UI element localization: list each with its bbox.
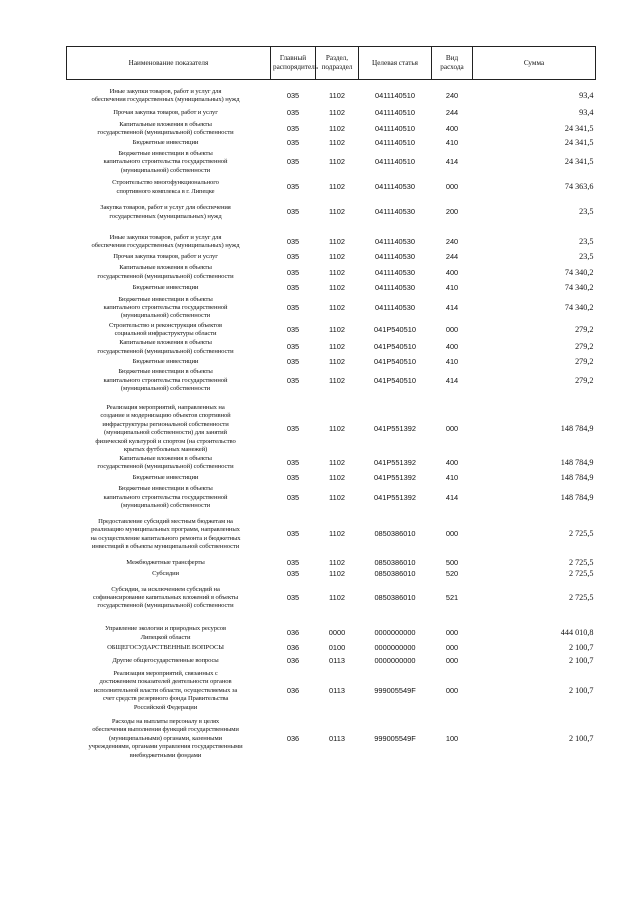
budget-table-sheet: [66, 46, 595, 764]
header-section: Раздел, подраздел: [316, 47, 359, 80]
row-sum: 2 725,5: [568, 557, 594, 567]
table-row: [67, 121, 596, 138]
row-manager: 035: [286, 423, 300, 433]
table-row: [67, 368, 596, 394]
table-row: [67, 654, 596, 668]
row-section: 1102: [329, 592, 345, 602]
row-sum: 24 341,5: [564, 138, 594, 148]
row-name: Реализация мероприятий, направленных на создание и модернизацию объектов спортивной инфраструктуры региональной собственности (муниципальной собственности) для занятий физической культурой и спортом (на строительство крытых футбольных манежей): [95, 404, 236, 454]
header-target: Целевая статья: [359, 47, 432, 80]
row-section: 1102: [329, 375, 345, 385]
row-section: 1102: [329, 356, 345, 366]
table-row: [67, 714, 596, 764]
table-row: [67, 567, 596, 581]
row-name: Бюджетные инвестиции в объекты капитального строительства государственной (муниципальной) собственности: [103, 368, 228, 393]
row-section: 0000: [328, 628, 346, 638]
row-section: 1102: [329, 123, 345, 133]
row-type: 414: [445, 157, 459, 167]
row-manager: 035: [286, 107, 300, 117]
table-row: [67, 80, 596, 105]
row-target: 0411140530: [374, 207, 415, 217]
row-target: 041P551392: [374, 457, 416, 467]
row-name: Реализация мероприятий, связанных с достижением показателей деятельности органов исполнительной власти области, осуществляемых за счет средств резервного фонда Правительства Российской Федерации: [93, 669, 238, 711]
row-name: Другие общегосударственные вопросы: [112, 656, 219, 664]
table-row: [67, 553, 596, 568]
row-type: 521: [445, 592, 459, 602]
row-target: 0000000000: [374, 642, 416, 652]
row-manager: 035: [286, 302, 300, 312]
row-type: 000: [445, 628, 459, 638]
row-sum: 74 340,2: [564, 282, 594, 292]
row-section: 1102: [329, 207, 345, 217]
row-type: 400: [445, 267, 459, 277]
row-sum: 279,2: [575, 342, 594, 352]
row-sum: 74 340,2: [564, 267, 594, 277]
row-section: 1102: [329, 157, 345, 167]
table-row: [67, 176, 596, 200]
row-target: 041P540510: [374, 342, 416, 352]
row-name: Капитальные вложения в объекты государственной (муниципальной) собственности: [97, 339, 234, 355]
row-section: 1102: [329, 529, 345, 539]
row-type: 500: [445, 557, 459, 567]
row-sum: 148 784,9: [560, 423, 594, 433]
row-sum: 74 340,2: [564, 302, 594, 312]
row-manager: 036: [286, 628, 300, 638]
row-manager: 035: [286, 182, 300, 192]
row-target: 0411140510: [374, 157, 415, 167]
row-type: 410: [445, 282, 459, 292]
row-sum: 279,2: [575, 375, 594, 385]
row-target: 0850386010: [374, 592, 416, 602]
table-row: [67, 394, 596, 454]
row-name: Расходы на выплаты персоналу в целях обеспечения выполнения функций государственными (муниципальными) органами, казенными учреждениями, органами управления государственными внебюджетными фондами: [88, 717, 243, 759]
table-row: [67, 150, 596, 176]
row-section: 1102: [329, 282, 345, 292]
row-section: 1102: [329, 182, 345, 192]
row-name: Бюджетные инвестиции: [132, 139, 199, 147]
row-manager: 035: [286, 473, 300, 483]
row-section: 0100: [328, 642, 346, 652]
table-row: [67, 200, 596, 226]
row-sum: 2 725,5: [568, 568, 594, 578]
row-section: 1102: [329, 457, 345, 467]
row-type: 000: [445, 685, 459, 695]
row-name: Бюджетные инвестиции в объекты капитального строительства государственной (муниципальной) собственности: [103, 295, 228, 320]
row-manager: 036: [286, 655, 300, 665]
row-sum: 148 784,9: [560, 457, 594, 467]
row-type: 000: [445, 529, 459, 539]
row-target: 0850386010: [374, 568, 416, 578]
row-name: Капитальные вложения в объекты государственной (муниципальной) собственности: [97, 120, 234, 137]
row-section: 1102: [329, 91, 345, 101]
row-target: 0411140530: [374, 267, 415, 277]
row-name: Управление экологии и природных ресурсов Липецкой области: [105, 625, 226, 641]
row-manager: 035: [286, 123, 300, 133]
row-target: 0411140530: [374, 252, 415, 262]
table-row: [67, 281, 596, 295]
row-target: 041P540510: [374, 375, 416, 385]
row-manager: 035: [286, 252, 300, 262]
row-manager: 035: [286, 557, 300, 567]
row-section: 1102: [329, 302, 345, 312]
row-name: Бюджетные инвестиции в объекты капитального строительства государственной (муниципальной) собственности: [103, 150, 228, 174]
row-sum: 74 363,6: [564, 182, 594, 192]
row-sum: 24 341,5: [564, 123, 594, 133]
row-name: Предоставление субсидий местным бюджетам на реализацию муниципальных программ, направленных на осуществление капитального ремонта и бюджетных инвестиций в объекты муниципальной собственности: [90, 517, 241, 550]
row-name: Субсидии: [152, 569, 179, 577]
table-row: [67, 581, 596, 615]
row-type: 410: [445, 138, 459, 148]
row-target: 0850386010: [374, 529, 416, 539]
row-manager: 035: [286, 236, 300, 246]
row-type: 240: [445, 91, 459, 101]
row-name: Бюджетные инвестиции в объекты капитального строительства государственной (муниципальной) собственности: [103, 485, 228, 510]
row-manager: 035: [286, 138, 300, 148]
row-manager: 036: [286, 733, 300, 743]
table-row: [67, 321, 596, 339]
row-type: 000: [445, 642, 459, 652]
table-row: [67, 615, 596, 642]
table-row: [67, 356, 596, 368]
table-row: [67, 471, 596, 485]
row-section: 1102: [329, 492, 345, 502]
row-sum: 148 784,9: [560, 492, 594, 502]
row-target: 0411140510: [374, 138, 415, 148]
row-section: 1102: [329, 568, 345, 578]
row-sum: 93,4: [579, 91, 594, 101]
row-manager: 035: [286, 324, 300, 334]
header-name: Наименование показателя: [67, 47, 271, 80]
row-manager: 035: [286, 282, 300, 292]
row-manager: 035: [286, 592, 300, 602]
row-manager: 035: [286, 356, 300, 366]
row-section: 1102: [329, 324, 345, 334]
row-sum: 23,5: [579, 252, 594, 262]
row-type: 100: [445, 733, 459, 743]
row-target: 041P540510: [374, 356, 416, 366]
row-section: 1102: [329, 267, 345, 277]
row-manager: 035: [286, 529, 300, 539]
row-manager: 035: [286, 375, 300, 385]
row-manager: 036: [286, 642, 300, 652]
row-section: 1102: [329, 473, 345, 483]
row-manager: 035: [286, 91, 300, 101]
row-section: 1102: [329, 138, 345, 148]
table-header-row: [67, 47, 596, 80]
row-sum: 148 784,9: [560, 473, 594, 483]
row-sum: 279,2: [575, 356, 594, 366]
row-section: 1102: [329, 107, 345, 117]
row-type: 400: [445, 342, 459, 352]
row-name: Строительство многофункционального спортивного комплекса в г. Липецке: [112, 179, 219, 195]
row-target: 0411140510: [374, 91, 415, 101]
row-section: 0113: [329, 733, 345, 743]
row-name: Иные закупки товаров, работ и услуг для обеспечения государственных (муниципальных) нужд: [91, 233, 240, 250]
row-manager: 035: [286, 207, 300, 217]
row-section: 0113: [329, 685, 345, 695]
row-manager: 036: [286, 685, 300, 695]
row-manager: 035: [286, 492, 300, 502]
row-target: 041P551392: [374, 473, 416, 483]
row-type: 410: [445, 356, 459, 366]
table-row: [67, 264, 596, 281]
row-target: 0411140510: [374, 107, 415, 117]
row-type: 410: [445, 473, 459, 483]
row-target: 041P551392: [374, 492, 416, 502]
header-manager: Главный распорядитель: [271, 47, 316, 80]
row-type: 414: [445, 492, 459, 502]
row-target: 0411140510: [374, 123, 415, 133]
row-sum: 444 010,8: [560, 628, 594, 638]
row-type: 244: [445, 107, 459, 117]
row-target: 0000000000: [374, 628, 416, 638]
row-sum: 2 725,5: [568, 592, 594, 602]
row-sum: 23,5: [579, 207, 594, 217]
row-manager: 035: [286, 568, 300, 578]
row-sum: 2 100,7: [568, 733, 594, 743]
row-section: 1102: [329, 252, 345, 262]
row-name: Капитальные вложения в объекты государственной (муниципальной) собственности: [97, 454, 234, 470]
table-row: [67, 138, 596, 150]
table-row: [67, 105, 596, 121]
row-name: Прочая закупка товаров, работ и услуг: [113, 108, 218, 116]
row-name: Прочая закупка товаров, работ и услуг: [113, 253, 218, 261]
row-type: 520: [445, 568, 459, 578]
row-sum: 2 100,7: [568, 655, 594, 665]
row-manager: 035: [286, 457, 300, 467]
row-manager: 035: [286, 267, 300, 277]
row-type: 414: [445, 375, 459, 385]
row-name: Бюджетные инвестиции: [132, 357, 199, 365]
row-section: 1102: [329, 342, 345, 352]
table-body: [67, 80, 596, 764]
row-name: Строительство и реконструкция объектов социальной инфраструктуры области: [108, 321, 223, 338]
row-target: 999005549F: [374, 733, 416, 743]
row-target: 0411140530: [374, 282, 415, 292]
row-sum: 279,2: [575, 324, 594, 334]
header-sum: Сумма: [473, 47, 596, 80]
row-target: 041P551392: [374, 423, 416, 433]
header-type: Вид расхода: [432, 47, 473, 80]
row-manager: 035: [286, 342, 300, 352]
row-target: 041P540510: [374, 324, 416, 334]
row-section: 0113: [329, 655, 345, 665]
table-row: [67, 339, 596, 356]
row-type: 000: [445, 324, 459, 334]
row-target: 999005549F: [374, 685, 416, 695]
row-section: 1102: [329, 423, 345, 433]
row-type: 200: [445, 207, 459, 217]
row-sum: 93,4: [579, 107, 594, 117]
row-manager: 035: [286, 157, 300, 167]
table-row: [67, 455, 596, 472]
row-type: 000: [445, 182, 459, 192]
table-row: [67, 668, 596, 714]
budget-table: [66, 46, 596, 764]
row-name: ОБЩЕГОСУДАРСТВЕННЫЕ ВОПРОСЫ: [107, 643, 224, 651]
row-name: Капитальные вложения в объекты государственной (муниципальной) собственности: [97, 264, 234, 280]
row-type: 400: [445, 457, 459, 467]
row-type: 400: [445, 123, 459, 133]
row-type: 000: [445, 655, 459, 665]
row-target: 0411140530: [374, 302, 415, 312]
row-section: 1102: [329, 236, 345, 246]
row-type: 414: [445, 302, 459, 312]
row-target: 0850386010: [374, 557, 416, 567]
row-name: Бюджетные инвестиции: [132, 284, 199, 292]
row-type: 240: [445, 236, 459, 246]
table-row: [67, 295, 596, 321]
row-type: 244: [445, 252, 459, 262]
table-row: [67, 226, 596, 251]
row-sum: 2 725,5: [568, 529, 594, 539]
row-target: 0411140530: [374, 182, 415, 192]
row-sum: 24 341,5: [564, 157, 594, 167]
row-name: Межбюджетные трансферты: [126, 558, 205, 566]
row-name: Субсидии, за исключением субсидий на софинансирование капитальных вложений в объекты государственной (муниципальной) собственности: [92, 585, 239, 610]
row-name: Бюджетные инвестиции: [132, 474, 199, 482]
table-row: [67, 511, 596, 553]
row-section: 1102: [329, 557, 345, 567]
row-name: Закупка товаров, работ и услуг для обеспечения государственных (муниципальных) нужд: [100, 204, 231, 220]
row-sum: 23,5: [579, 236, 594, 246]
table-row: [67, 485, 596, 510]
row-target: 0411140530: [374, 236, 415, 246]
table-row: [67, 642, 596, 654]
row-name: Иные закупки товаров, работ и услуг для обеспечения государственных (муниципальных) нужд: [91, 88, 240, 104]
row-target: 0000000000: [374, 655, 416, 665]
table-row: [67, 250, 596, 264]
row-sum: 2 100,7: [568, 685, 594, 695]
row-sum: 2 100,7: [568, 642, 594, 652]
row-type: 000: [445, 423, 459, 433]
